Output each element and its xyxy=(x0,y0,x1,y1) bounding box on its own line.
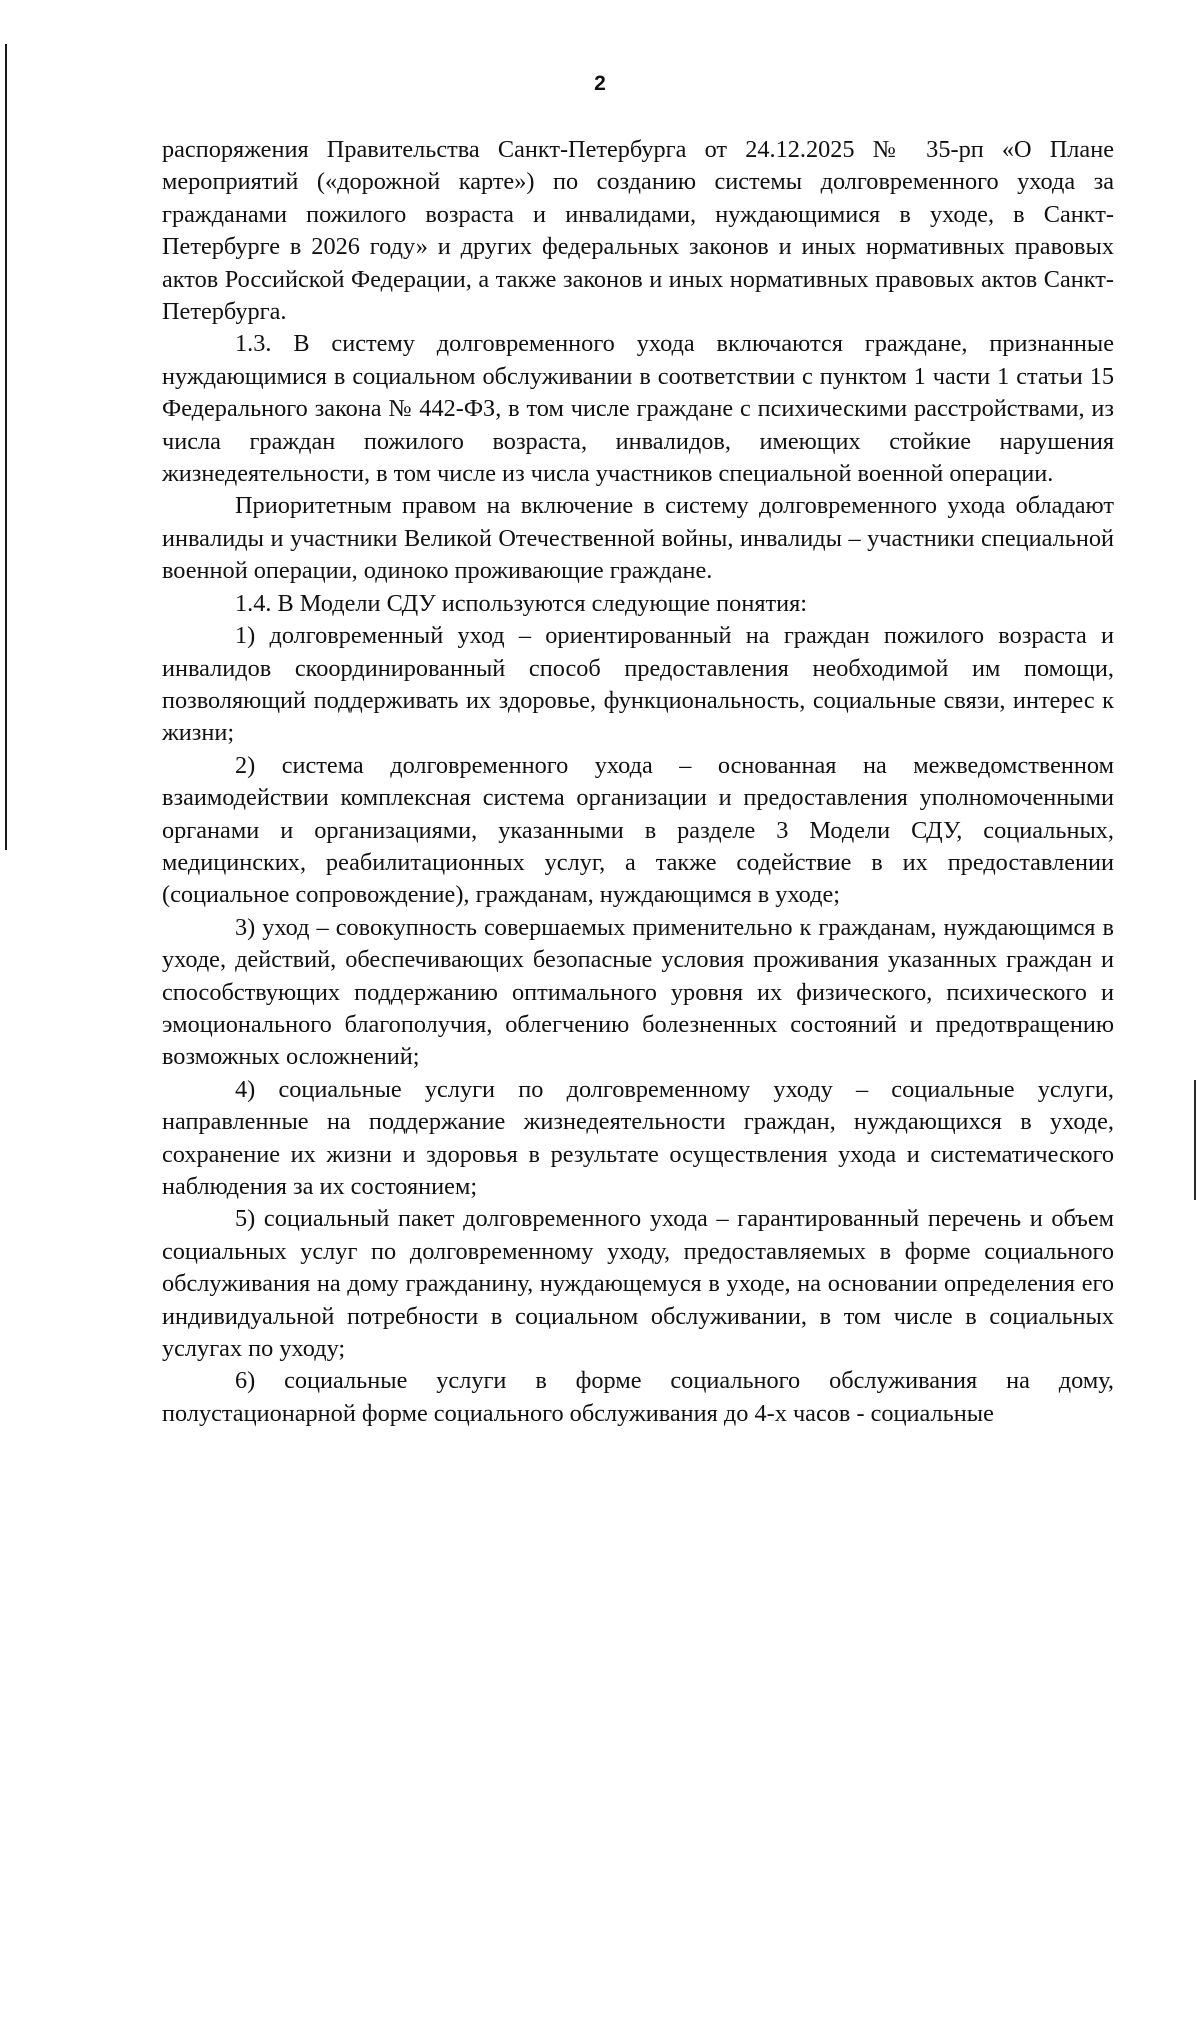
document-body xyxy=(162,134,1114,1430)
paragraph-1-4: 1.4. В Модели СДУ используются следующие понятия: xyxy=(235,589,808,617)
definition-2: 2) система долговременного ухода – основанная на межведомственном взаимодействии комплексная система организации и предоставления уполномоченными органами и организациями, указанными в разделе 3 Модели СДУ, социальных, медицинских, реабилитационных услуг, а также содействие в их предоставлении (социальное сопровождение), гражданам, нуждающимся в уходе; xyxy=(162,751,1114,909)
scan-edge-left xyxy=(5,44,7,850)
paragraph-1-3: 1.3. В систему долговременного ухода включаются граждане, признанные нуждающимися в социальном обслуживании в соответствии с пунктом 1 части 1 статьи 15 Федерального закона № 442-ФЗ, в том числе граждане с психическими расстройствами, из числа граждан пожилого возраста, инвалидов, имеющих стойкие нарушения жизнедеятельности, в том числе из числа участников специальной военной операции. xyxy=(162,330,1114,488)
page-number: 2 xyxy=(594,72,606,95)
definition-3: 3) уход – совокупность совершаемых применительно к гражданам, нуждающимся в уходе, действий, обеспечивающих безопасные условия проживания указанных граждан и способствующих поддержанию оптимального уровня их физического, психического и эмоционального благополучия, облегчению болезненных состояний и предотвращению возможных осложнений; xyxy=(162,913,1114,1071)
paragraph-priority-right: Приоритетным правом на включение в систему долговременного ухода обладают инвалиды и участники Великой Отечественной войны, инвалиды – участники специальной военной операции, одиноко проживающие граждане. xyxy=(162,492,1114,585)
paragraph-intro-continuation: распоряжения Правительства Санкт-Петербурга от 24.12.2025 № 35-рп «О Плане мероприятий («дорожной карте») по созданию системы долговременного ухода за гражданами пожилого возраста и инвалидами, нуждающимися в уходе, в Санкт-Петербурге в 2026 году» и других федеральных законов и иных нормативных правовых актов Российской Федерации, а также законов и иных нормативных правовых актов Санкт-Петербурга. xyxy=(162,136,1114,326)
definition-1: 1) долговременный уход – ориентированный на граждан пожилого возраста и инвалидов скоординированный способ предоставления необходимой им помощи, позволяющий поддерживать их здоровье, функциональность, социальные связи, интерес к жизни; xyxy=(162,622,1114,747)
definition-6: 6) социальные услуги в форме социального обслуживания на дому, полустационарной форме социального обслуживания до 4-х часов - социальные xyxy=(162,1367,1114,1427)
definition-4: 4) социальные услуги по долговременному уходу – социальные услуги, направленные на поддержание жизнедеятельности граждан, нуждающихся в уходе, сохранение их жизни и здоровья в результате осуществления ухода и систематического наблюдения за их состоянием; xyxy=(162,1075,1114,1200)
scan-edge-right xyxy=(1194,1080,1196,1200)
definition-5: 5) социальный пакет долговременного ухода – гарантированный перечень и объем социальных услуг по долговременному уходу, предоставляемых в форме социального обслуживания на дому гражданину, нуждающемуся в уходе, на основании определения его индивидуальной потребности в социальном обслуживании, в том числе в социальных услугах по уходу; xyxy=(162,1205,1114,1363)
